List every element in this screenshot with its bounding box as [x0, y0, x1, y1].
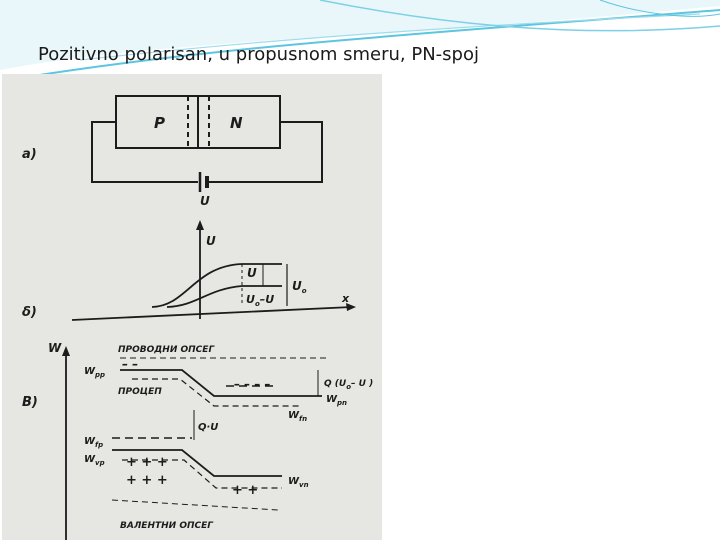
conduction-band-label: ПРОВОДНИ ОПСЕГ: [118, 345, 215, 355]
holes-row-2: + + +: [126, 473, 168, 488]
barrier-energy-label: Q ($U_o-$ U ): [324, 379, 374, 391]
w-axis-label: W: [48, 341, 62, 355]
scanned-page-background: [2, 74, 382, 540]
gap-label: ПРОЦЕП: [118, 387, 162, 397]
part-c-tag: B): [22, 395, 38, 410]
electrons-left: – –: [122, 357, 139, 371]
pn-junction-figure: [2, 74, 382, 540]
battery-voltage-label: U: [200, 194, 210, 208]
part-b-y-axis-label: U: [206, 234, 216, 248]
p-region-label: P: [154, 114, 165, 132]
w-vn-label: $W_{vn}$: [288, 476, 309, 489]
w-fp-label: $W_{fp}$: [84, 436, 104, 449]
valence-band-label: ВАЛЕНТНИ ОПСЕГ: [120, 521, 213, 531]
part-b-tag: δ): [22, 305, 37, 320]
slide-title: Pozitivno polarisan, u propusnom smeru, PN-spoj: [38, 44, 479, 65]
applied-u-label: U: [247, 266, 257, 280]
qu-label: Q·U: [198, 422, 219, 433]
holes-row-1: + + +: [126, 455, 168, 470]
part-b-x-axis-label: x: [342, 292, 350, 305]
w-vp-label: $W_{vp}$: [84, 454, 105, 467]
w-pp-label: $W_{pp}$: [84, 366, 106, 379]
w-fn-label: $W_{fn}$: [288, 410, 308, 423]
w-pn-label: $W_{pn}$: [326, 394, 348, 407]
n-region-label: N: [230, 114, 243, 132]
electrons-right: – – – –: [234, 377, 271, 391]
uo-minus-u-label: $U_o-U$: [246, 293, 275, 308]
part-a-tag: a): [22, 147, 37, 162]
uo-label: $U_o$: [292, 279, 307, 295]
holes-right: + +: [232, 483, 259, 498]
